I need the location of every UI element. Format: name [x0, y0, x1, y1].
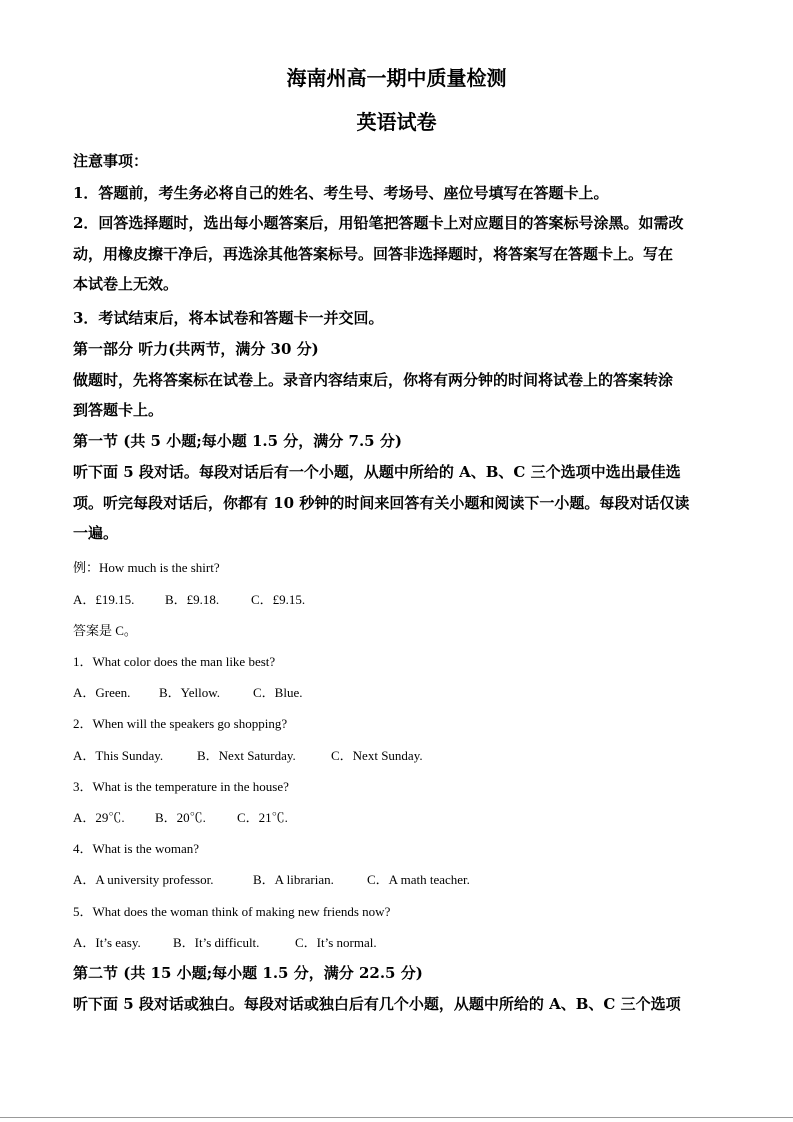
question-1-options	[73, 682, 302, 701]
q3-option-b: B．20℃.	[155, 810, 206, 825]
section1-instr-line-3: 一遍。	[73, 524, 119, 542]
question-4: 4．What is the woman?	[73, 841, 199, 856]
q3-option-c: C．21℃.	[237, 810, 288, 825]
question-3: 3．What is the temperature in the house?	[73, 779, 289, 794]
example-options	[73, 589, 305, 608]
q3-option-a: A．29℃.	[73, 810, 125, 825]
note-2-line-1: 2．回答选择题时，选出每小题答案后，用铅笔把答题卡上对应题目的答案标号涂黑。如需改	[73, 214, 684, 232]
question-2-options	[73, 745, 423, 764]
section2-heading: 第二节 (共 15 小题;每小题 1.5 分，满分 22.5 分)	[73, 964, 423, 982]
question-2: 2．When will the speakers go shopping?	[73, 716, 288, 731]
question-5: 5．What does the woman think of making new friends now?	[73, 904, 391, 919]
q5-option-c: C．It’s normal.	[295, 935, 377, 950]
q4-option-c: C．A math teacher.	[367, 872, 470, 887]
note-3: 3．考试结束后，将本试卷和答题卡一并交回。	[73, 309, 384, 327]
q4-option-a: A．A university professor.	[73, 872, 214, 887]
part1-intro-line-2: 到答题卡上。	[73, 401, 164, 419]
q5-option-a: A．It’s easy.	[73, 935, 141, 950]
example-option-c: C．£9.15.	[251, 592, 306, 607]
q1-option-b: B．Yellow.	[159, 685, 221, 700]
part1-intro-line-1: 做题时，先将答案标在试卷上。录音内容结束后，你将有两分钟的时间将试卷上的答案转涂	[73, 371, 674, 389]
note-2-line-2: 动，用橡皮擦干净后，再选涂其他答案标号。回答非选择题时，将答案写在答题卡上。写在	[73, 245, 674, 263]
page-subtitle: 英语试卷	[356, 110, 437, 134]
section1-heading: 第一节 (共 5 小题;每小题 1.5 分，满分 7.5 分)	[73, 432, 402, 450]
q5-option-b: B．It’s difficult.	[173, 935, 260, 950]
example-option-a: A．£19.15.	[73, 592, 135, 607]
q2-option-c: C．Next Sunday.	[331, 748, 423, 763]
section1-instr-line-1: 听下面 5 段对话。每段对话后有一个小题，从题中所给的 A、B、C 三个选项中选出最佳选	[73, 463, 681, 481]
notes-heading: 注意事项：	[73, 152, 149, 170]
q4-option-b: B．A librarian.	[253, 872, 334, 887]
question-5-options	[73, 932, 377, 951]
example-option-b: B．£9.18.	[165, 592, 220, 607]
question-1: 1．What color does the man like best?	[73, 654, 276, 669]
question-4-options	[73, 869, 470, 888]
section2-instr-line-1: 听下面 5 段对话或独白。每段对话或独白后有几个小题，从题中所给的 A、B、C 三个选项	[73, 995, 681, 1013]
q2-option-a: A．This Sunday.	[73, 748, 164, 763]
q2-option-b: B．Next Saturday.	[197, 748, 296, 763]
question-3-options	[73, 807, 288, 826]
example-question: 例：How much is the shirt?	[73, 560, 220, 575]
part1-heading: 第一部分 听力(共两节，满分 30 分)	[73, 340, 319, 358]
example-answer: 答案是 C。	[73, 623, 137, 638]
q1-option-c: C．Blue.	[253, 685, 303, 700]
page-divider	[0, 1117, 793, 1118]
section1-instr-line-2: 项。听完每段对话后，你都有 10 秒钟的时间来回答有关小题和阅读下一小题。每段对话仅读	[73, 494, 690, 512]
page-title: 海南州高一期中质量检测	[286, 66, 507, 90]
note-1: 1．答题前，考生务必将自己的姓名、考生号、考场号、座位号填写在答题卡上。	[73, 184, 609, 202]
q1-option-a: A．Green.	[73, 685, 131, 700]
note-2-line-3: 本试卷上无效。	[73, 275, 179, 293]
